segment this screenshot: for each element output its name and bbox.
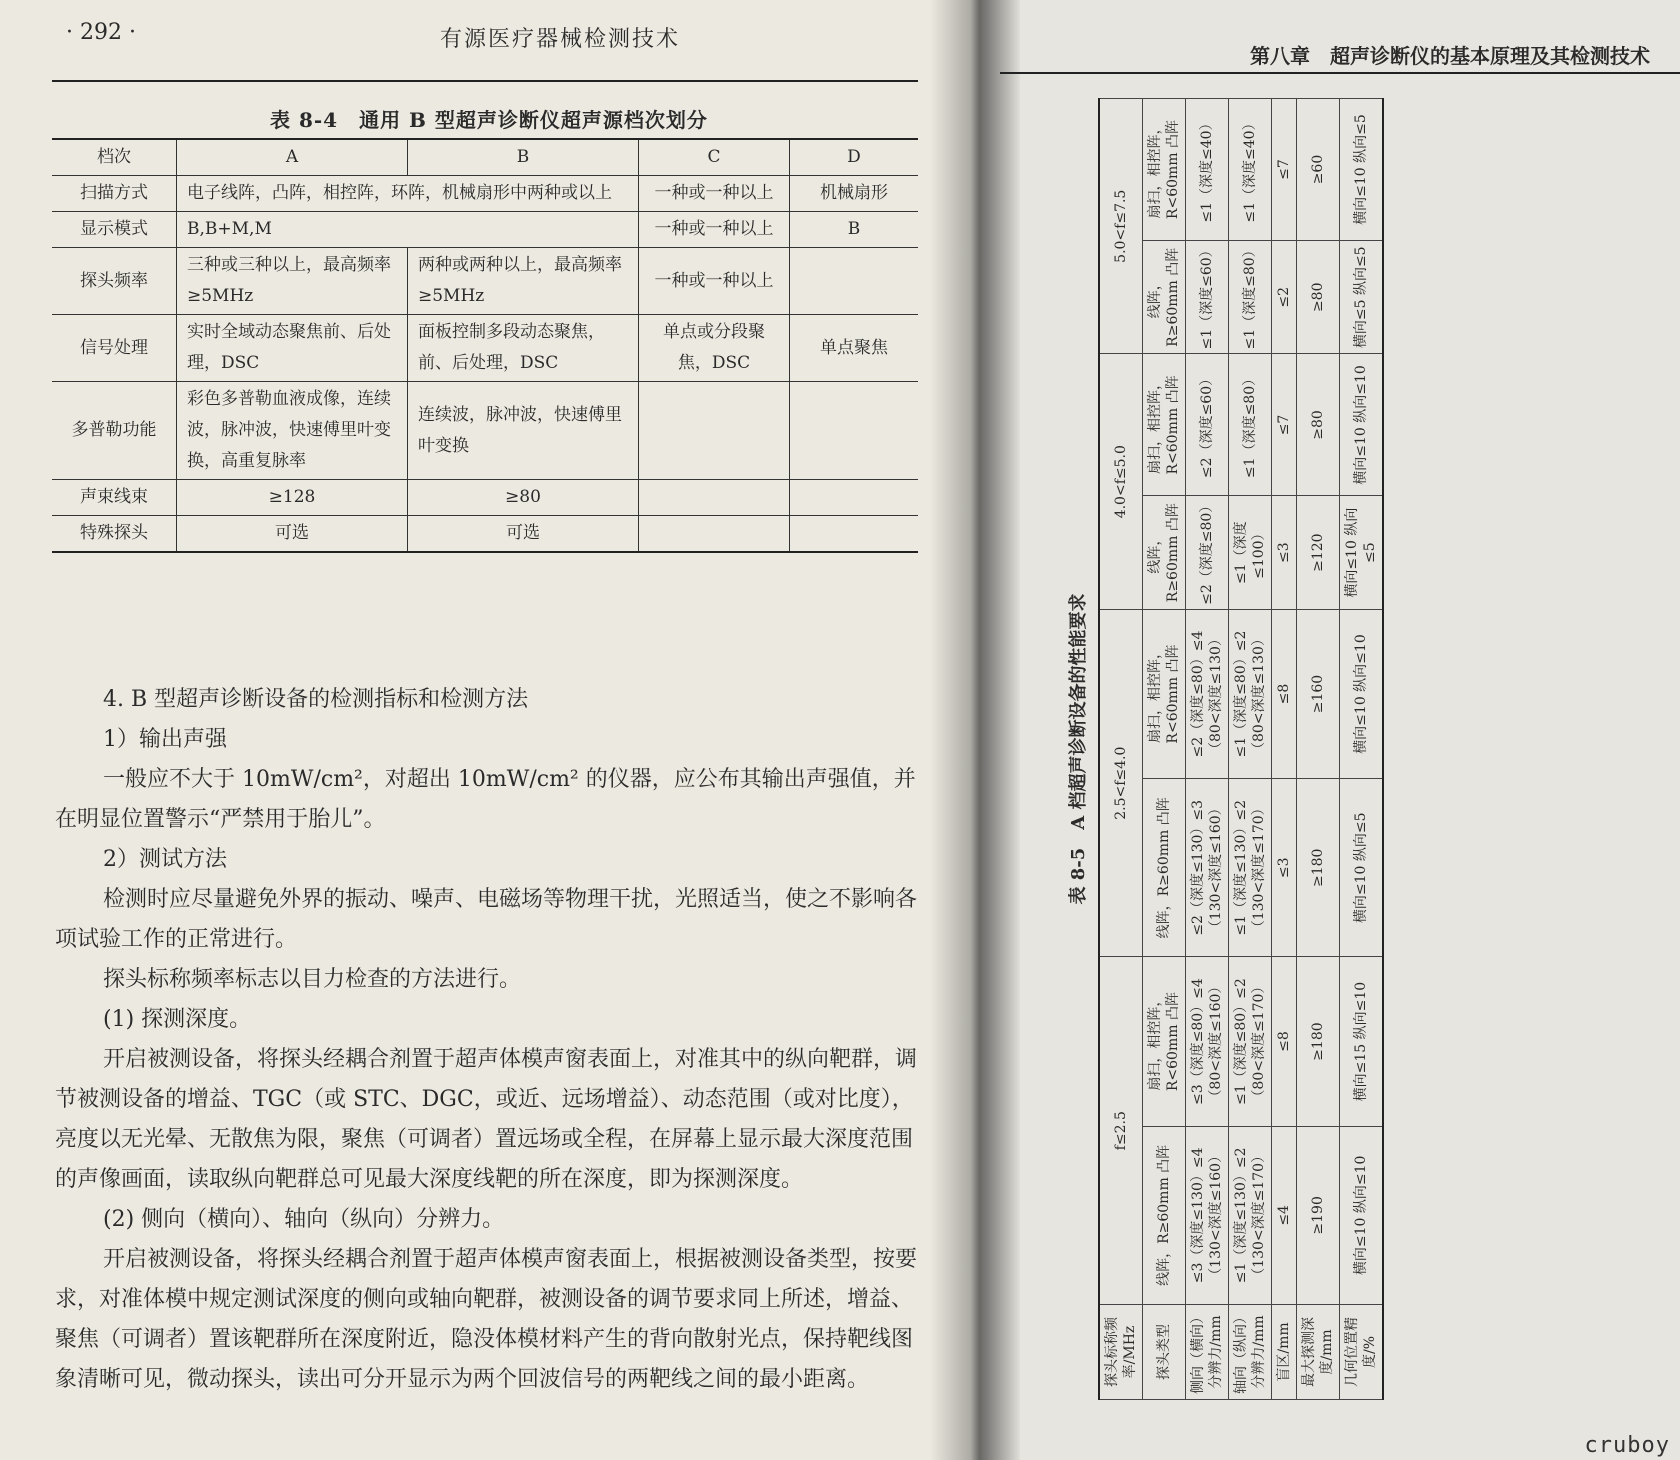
table-8-5-rotated (1064, 98, 1576, 1400)
table-cell: ≤2（深度≤130）≤3（130<深度≤160） (1186, 779, 1229, 957)
body-text (55, 680, 925, 1400)
table-cell: 两种或两种以上，最高频率≥5MHz (408, 248, 639, 315)
row-label: 几何位置精度/% (1340, 1305, 1384, 1400)
table-cell: ≥80 (1297, 241, 1340, 354)
freq-group-cell: 4.0<f≤5.0 (1099, 354, 1143, 609)
table-row (52, 480, 918, 516)
table-cell: 可选 (408, 516, 639, 553)
table-cell: ≤1（深度≤40） (1186, 99, 1229, 241)
table-cell: ≥80 (1297, 354, 1340, 496)
type-cell: 线阵，R≥60mm 凸阵 (1143, 1126, 1186, 1304)
table-cell: ≤2（深度≤80） (1186, 496, 1229, 609)
table-8-5 (1098, 98, 1384, 1400)
table-cell (790, 516, 919, 553)
header-cell: C (639, 139, 790, 176)
table-cell: ≤1（深度≤130）≤2（130<深度≤170） (1229, 779, 1272, 957)
table-8-4 (52, 138, 918, 553)
table-cell (639, 382, 790, 480)
table-cell (790, 382, 919, 480)
table-cell: ≤2（深度≤60） (1186, 354, 1229, 496)
table-cell: ≥80 (408, 480, 639, 516)
table-row (52, 176, 918, 212)
row-label: 最大探测深度/mm (1297, 1305, 1340, 1400)
row-label: 盲区/mm (1272, 1305, 1297, 1400)
table-cell: B,B+M,M (177, 212, 639, 248)
table-cell: 横向≤10 纵向≤10 (1340, 609, 1384, 778)
table-cell: ≤4 (1272, 1126, 1297, 1304)
table-cell: 横向≤10 纵向≤5 (1340, 496, 1384, 609)
table-cell: ≥180 (1297, 957, 1340, 1126)
table-cell: 三种或三种以上，最高频率≥5MHz (177, 248, 408, 315)
table-cell: ≤3（深度≤80）≤4（80<深度≤160） (1186, 957, 1229, 1126)
paragraph: 开启被测设备，将探头经耦合剂置于超声体模声窗表面上，根据被测设备类型，按要求，对准体模中规定测试深度的侧向或轴向靶群，被测设备的调节要求同上所述，增益、聚焦（可调者）置该靶群所在深度附近，隐没体模材料产生的背向散射光点，保持靶线图象清晰可见，微动探头，读出可分开显示为两个回波信号的两靶线之间的最小距离。 (55, 1247, 918, 1392)
paragraph: 检测时应尽量避免外界的振动、噪声、电磁场等物理干扰，光照适当，使之不影响各项试验工作的正常进行。 (55, 887, 918, 952)
running-head: 有源医疗器械检测技术 (440, 27, 681, 52)
header-rule-right (1000, 72, 1680, 74)
table-cell: 一种或一种以上 (639, 248, 790, 315)
row-label: 探头标称频率/MHz (1099, 1305, 1143, 1400)
table-row (1229, 99, 1272, 1400)
type-cell: 线阵，R≥60mm 凸阵 (1143, 779, 1186, 957)
table-cell: 横向≤5 纵向≤5 (1340, 241, 1384, 354)
subheading: 2）测试方法 (103, 847, 227, 872)
table-row (1186, 99, 1229, 1400)
subheading: 1）输出声强 (103, 727, 227, 752)
type-cell: 扇扫，相控阵，R<60mm 凸阵 (1143, 957, 1186, 1126)
row-label: 显示模式 (52, 212, 177, 248)
table-cell: ≤8 (1272, 957, 1297, 1126)
type-cell: 线阵，R≥60mm 凸阵 (1143, 496, 1186, 609)
row-label: 扫描方式 (52, 176, 177, 212)
table-row (1340, 99, 1384, 1400)
table-cell: 横向≤10 纵向≤10 (1340, 354, 1384, 496)
table-cell: ≤2（深度≤80）≤4（80<深度≤130） (1186, 609, 1229, 778)
table-cell: 实时全域动态聚焦前、后处理，DSC (177, 315, 408, 382)
table-cell: ≤1（深度≤100） (1229, 496, 1272, 609)
table-cell: ≤1（深度≤80） (1229, 241, 1272, 354)
table-cell: ≥180 (1297, 779, 1340, 957)
table-cell: ≥128 (177, 480, 408, 516)
table-cell: 横向≤10 纵向≤5 (1340, 99, 1384, 241)
row-label: 轴向（纵向）分辨力/mm (1229, 1305, 1272, 1400)
subheading: (2) 侧向（横向）、轴向（纵向）分辨力。 (103, 1207, 505, 1232)
table-row (52, 212, 918, 248)
left-page-header (60, 14, 920, 54)
table-cell: 横向≤10 纵向≤10 (1340, 1126, 1384, 1304)
table-cell: ≤8 (1272, 609, 1297, 778)
row-label: 多普勒功能 (52, 382, 177, 480)
watermark: cruboy (1584, 1433, 1670, 1458)
type-cell: 线阵，R≥60mm 凸阵 (1143, 241, 1186, 354)
table-cell: ≤3 (1272, 779, 1297, 957)
table-header-row (52, 139, 918, 176)
table-cell: 面板控制多段动态聚焦，前、后处理，DSC (408, 315, 639, 382)
table-cell (790, 248, 919, 315)
table-cell (639, 480, 790, 516)
table-cell: ≤1（深度≤40） (1229, 99, 1272, 241)
row-label: 特殊探头 (52, 516, 177, 553)
running-head-right: 第八章 超声诊断仪的基本原理及其检测技术 (1250, 44, 1650, 68)
table-row (52, 248, 918, 315)
table-cell: 单点或分段聚焦，DSC (639, 315, 790, 382)
subheading: (1) 探测深度。 (103, 1007, 252, 1032)
table-cell (790, 480, 919, 516)
table-cell: ≤7 (1272, 354, 1297, 496)
table-cell (639, 516, 790, 553)
table-cell: 一种或一种以上 (639, 176, 790, 212)
row-label: 侧向（横向）分辨力/mm (1186, 1305, 1229, 1400)
table-cell: ≥190 (1297, 1126, 1340, 1304)
table-cell: 一种或一种以上 (639, 212, 790, 248)
header-cell: B (408, 139, 639, 176)
table-cell: ≤1（深度≤60） (1186, 241, 1229, 354)
table-cell: B (790, 212, 919, 248)
table-cell: ≥160 (1297, 609, 1340, 778)
header-rule (52, 80, 918, 82)
table-cell: ≤7 (1272, 99, 1297, 241)
type-header-row (1143, 99, 1186, 1400)
table-cell: ≤1（深度≤80）≤2（80<深度≤170） (1229, 957, 1272, 1126)
table-cell: ≤1（深度≤130）≤2（130<深度≤170） (1229, 1126, 1272, 1304)
table-title: 表 8-5 A 档超声诊断设备的性能要求 (1068, 593, 1089, 905)
type-cell: 扇扫，相控阵，R<60mm 凸阵 (1143, 609, 1186, 778)
type-cell: 扇扫，相控阵，R<60mm 凸阵 (1143, 354, 1186, 496)
table-cell: ≤3（深度≤130）≤4（130<深度≤160） (1186, 1126, 1229, 1304)
table-row (52, 516, 918, 553)
page-number: · 292 · (66, 20, 136, 45)
freq-group-cell: f≤2.5 (1099, 957, 1143, 1305)
table-row (1297, 99, 1340, 1400)
rotated-table-container (1064, 98, 1576, 1400)
header-cell: 档次 (52, 139, 177, 176)
table-cell: ≤1（深度≤80）≤2（80<深度≤130） (1229, 609, 1272, 778)
table-row (52, 382, 918, 480)
table-cell: 可选 (177, 516, 408, 553)
freq-group-cell: 5.0<f≤7.5 (1099, 99, 1143, 355)
table-cell: 机械扇形 (790, 176, 919, 212)
freq-group-cell: 2.5<f≤4.0 (1099, 609, 1143, 957)
row-label: 探头频率 (52, 248, 177, 315)
table-cell: ≥60 (1297, 99, 1340, 241)
table-row (1272, 99, 1297, 1400)
table-cell: 彩色多普勒血液成像，连续波，脉冲波，快速傅里叶变换，高重复脉率 (177, 382, 408, 480)
table-row (52, 315, 918, 382)
type-cell: 扇扫，相控阵，R<60mm 凸阵 (1143, 99, 1186, 241)
table-cell: 电子线阵，凸阵，相控阵，环阵，机械扇形中两种或以上 (177, 176, 639, 212)
row-label: 探头类型 (1143, 1305, 1186, 1400)
paragraph: 一般应不大于 10mW/cm²，对超出 10mW/cm² 的仪器，应公布其输出声强值，并在明显位置警示“严禁用于胎儿”。 (55, 767, 916, 832)
header-cell: A (177, 139, 408, 176)
row-label: 声束线束 (52, 480, 177, 516)
table-cell: ≥120 (1297, 496, 1340, 609)
table-cell: 横向≤15 纵向≤10 (1340, 957, 1384, 1126)
book-gutter-shadow (930, 0, 1020, 1460)
freq-header-row (1099, 99, 1143, 1400)
table-cell: 横向≤10 纵向≤5 (1340, 779, 1384, 957)
table-cell: ≤1（深度≤80） (1229, 354, 1272, 496)
paragraph: 开启被测设备，将探头经耦合剂置于超声体模声窗表面上，对准其中的纵向靶群，调节被测设备的增益、TGC（或 STC、DGC，或近、远场增益）、动态范围（或对比度），亮度以无光晕、无散焦为限，聚焦（可调者）置远场或全程，在屏幕上显示最大深度范围的声像画面，读取纵向靶群总可见最大深度线靶的所在深度，即为探测深度。 (55, 1047, 918, 1192)
table-cell: ≤2 (1272, 241, 1297, 354)
table-title: 表 8-4 通用 B 型超声诊断仪超声源档次划分 (270, 108, 708, 132)
paragraph: 探头标称频率标志以目力检查的方法进行。 (103, 967, 522, 992)
table-cell: 连续波，脉冲波，快速傅里叶变换 (408, 382, 639, 480)
header-cell: D (790, 139, 919, 176)
table-cell: 单点聚焦 (790, 315, 919, 382)
row-label: 信号处理 (52, 315, 177, 382)
table-cell: ≤3 (1272, 496, 1297, 609)
section-heading: 4. B 型超声诊断设备的检测指标和检测方法 (103, 687, 529, 712)
